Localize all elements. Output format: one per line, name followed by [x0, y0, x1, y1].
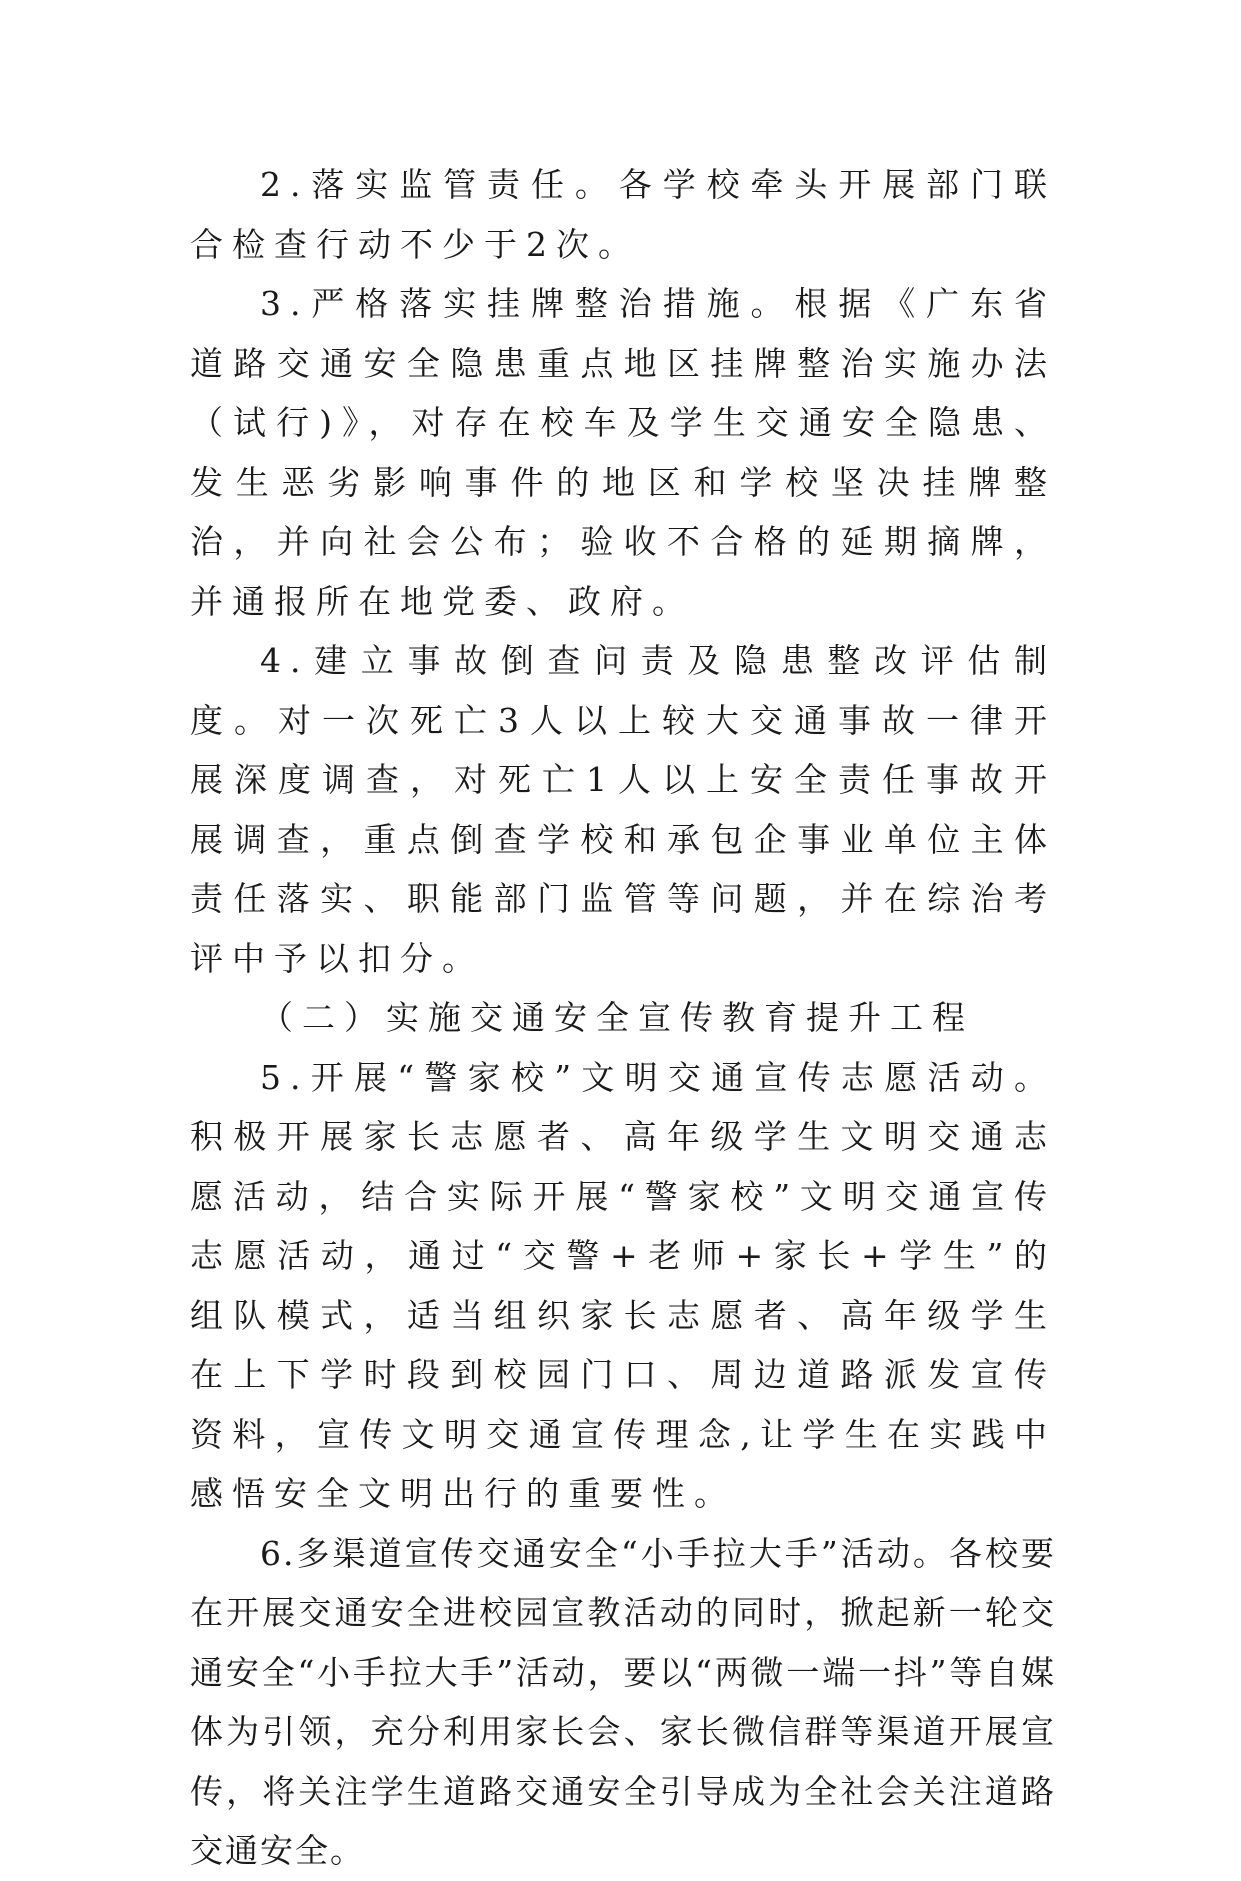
document-body: [190, 155, 1056, 1881]
paragraph-3-listing-rectification: 3.严格落实挂牌整治措施。根据《广东省道路交通安全隐患重点地区挂牌整治实施办法（试行)》，对存在校车及学生交通安全隐患、发生恶劣影响事件的地区和学校坚决挂牌整治，并向社会公布；验收不合格的延期摘牌，并通报所在地党委、政府。: [190, 284, 1056, 621]
paragraph-4-accident-accountability: 4.建立事故倒查问责及隐患整改评估制度。对一次死亡3人以上较大交通事故一律开展深度调查，对死亡1人以上安全责任事故开展调查，重点倒查学校和承包企事业单位主体责任落实、职能部门监管等问题，并在综治考评中予以扣分。: [190, 641, 1056, 978]
section-heading-publicity-education: （二）实施交通安全宣传教育提升工程: [260, 998, 974, 1037]
paragraph-5-police-family-school: 5.开展“警家校”文明交通宣传志愿活动。积极开展家长志愿者、高年级学生文明交通志愿活动，结合实际开展“警家校”文明交通宣传志愿活动，通过“交警+老师+家长+学生”的组队模式，适当组织家长志愿者、高年级学生在上下学时段到校园门口、周边道路派发宣传资料，宣传文明交通宣传理念,让学生在实践中感悟安全文明出行的重要性。: [190, 1057, 1056, 1513]
paragraph-6-small-hand-big-hand: 6.多渠道宣传交通安全“小手拉大手”活动。各校要在开展交通安全进校园宣教活动的同时，掀起新一轮交通安全“小手拉大手”活动，要以“两微一端一抖”等自媒体为引领，充分利用家长会、家长微信群等渠道开展宣传，将关注学生道路交通安全引导成为全社会关注道路交通安全。: [190, 1533, 1056, 1870]
paragraph-2-supervision-responsibility: 2.落实监管责任。各学校牵头开展部门联合检查行动不少于2次。: [190, 165, 1056, 264]
